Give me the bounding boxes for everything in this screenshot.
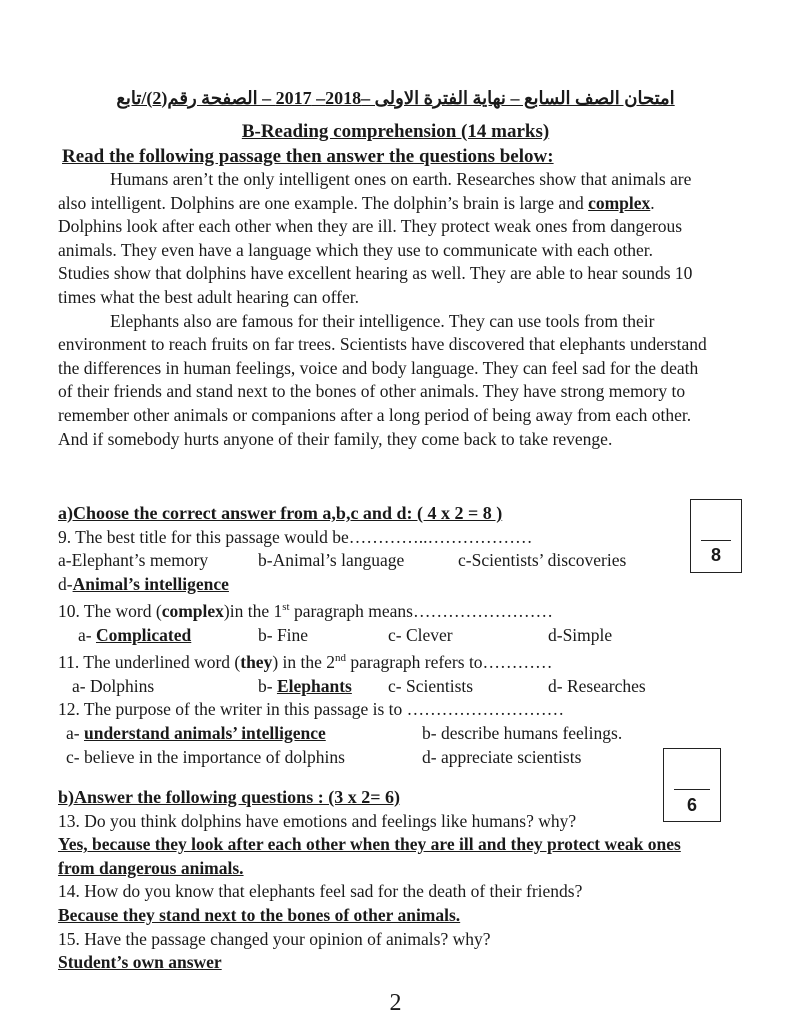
q9-option-d: d-Animal’s intelligence [58,573,229,594]
q9-option-c: c-Scientists’ discoveries [458,550,627,571]
question-14-text: 14. How do you know that elephants feel sad for the death of their friends? [58,881,583,902]
q9-option-b: b-Animal’s language [258,550,405,571]
part-b-heading: b)Answer the following questions : (3 x 2= 6) [58,787,400,807]
part-b-score-box [663,748,721,822]
reading-passage [58,168,708,451]
score-line [701,540,731,541]
q12-option-c: c- believe in the importance of dolphins [66,746,345,767]
section-title: B-Reading comprehension (14 marks) [241,121,550,142]
question-14-answer: Because they stand next to the bones of other animals. [58,904,461,925]
question-15-text: 15. Have the passage changed your opinion of animals? why? [58,928,491,949]
part-b-score: 6 [686,795,697,815]
question-15-answer: Student’s own answer [58,952,222,973]
question-10-options [58,624,708,648]
question-9-text: 9. The best title for this passage would be…………..……………… [58,526,533,547]
instruction: Read the following passage then answer the questions below: [62,146,554,167]
q11-option-d: d- Researches [548,675,646,696]
q10-option-b: b- Fine [258,624,309,645]
score-line [674,789,710,790]
q9-answer: Animal’s intelligence [72,573,229,594]
passage-paragraph-2: Elephants also are famous for their intelligence. They can use tools from their environment to reach fruits on far trees. Scientists have discovered that elephants understand the differences in human feelings, voice and body language. They can feel sad for the death of their friends and stand next to the bones of other animals. They have strong memory to remember other animals or companions after a long period of being away from each other. And if somebody hurts anyone of their family, they come back to take revenge. [58,310,707,449]
question-12-options-row1 [58,722,708,746]
q11-option-b: b- Elephants [258,675,352,696]
part-b [58,786,718,975]
question-12-options-row2 [58,746,708,770]
underlined-word-complex: complex [588,192,651,213]
q10-option-a: a- Complicated [78,624,192,645]
passage-paragraph-1: Humans aren’t the only intelligent ones on earth. Researches show that animals are also intelligent. Dolphins are one example. The dolphin’s brain is large and complex. Dolphins look after each other when they are ill. They protect weak ones from dangerous animals. They even have a language which they use to communicate with each other. Studies show that dolphins have excellent hearing as well. They are able to hear sounds 10 times what the best adult hearing can offer. [58,169,693,307]
part-a-score-box [690,499,742,573]
part-a [58,502,708,769]
q11-option-a: a- Dolphins [72,675,155,696]
question-10 [58,596,708,647]
part-a-score: 8 [710,545,721,565]
question-11 [58,647,708,698]
q11-answer: Elephants [276,675,352,696]
question-10-text: 10. The word (complex)in the 1st paragraph means…………………… [58,601,553,622]
question-9-options [58,549,708,573]
q10-option-d: d-Simple [548,624,613,645]
q12-option-d: d- appreciate scientists [422,746,582,767]
q12-option-b: b- describe humans feelings. [422,723,623,743]
question-12 [58,698,708,769]
q12-option-a: a- understand animals’ intelligence [66,723,326,743]
q11-option-c: c- Scientists [388,675,474,696]
page-number: 2 [389,990,402,1016]
part-a-heading: a)Choose the correct answer from a,b,c and d: ( 4 x 2 = 8 ) [58,503,503,523]
question-11-options [58,675,708,699]
q12-answer: understand animals’ intelligence [83,723,326,743]
q9-option-a: a-Elephant’s memory [58,550,209,571]
question-13-text: 13. Do you think dolphins have emotions and feelings like humans? why? [58,810,577,831]
question-11-text: 11. The underlined word (they) in the 2nd paragraph refers to………… [58,652,553,673]
exam-header [0,88,791,109]
q10-option-c: c- Clever [388,624,453,645]
exam-header-text: امتحان الصف السابع – نهاية الفترة الاولى –2018– 2017 – الصفحة رقم(2)/تابع [116,88,675,108]
q10-answer: Complicated [95,624,192,645]
question-12-text: 12. The purpose of the writer in this passage is to ……………………… [58,699,565,720]
question-13-answer: Yes, because they look after each other when they are ill and they protect weak ones from dangerous animals. [58,834,681,878]
question-9 [58,526,708,597]
